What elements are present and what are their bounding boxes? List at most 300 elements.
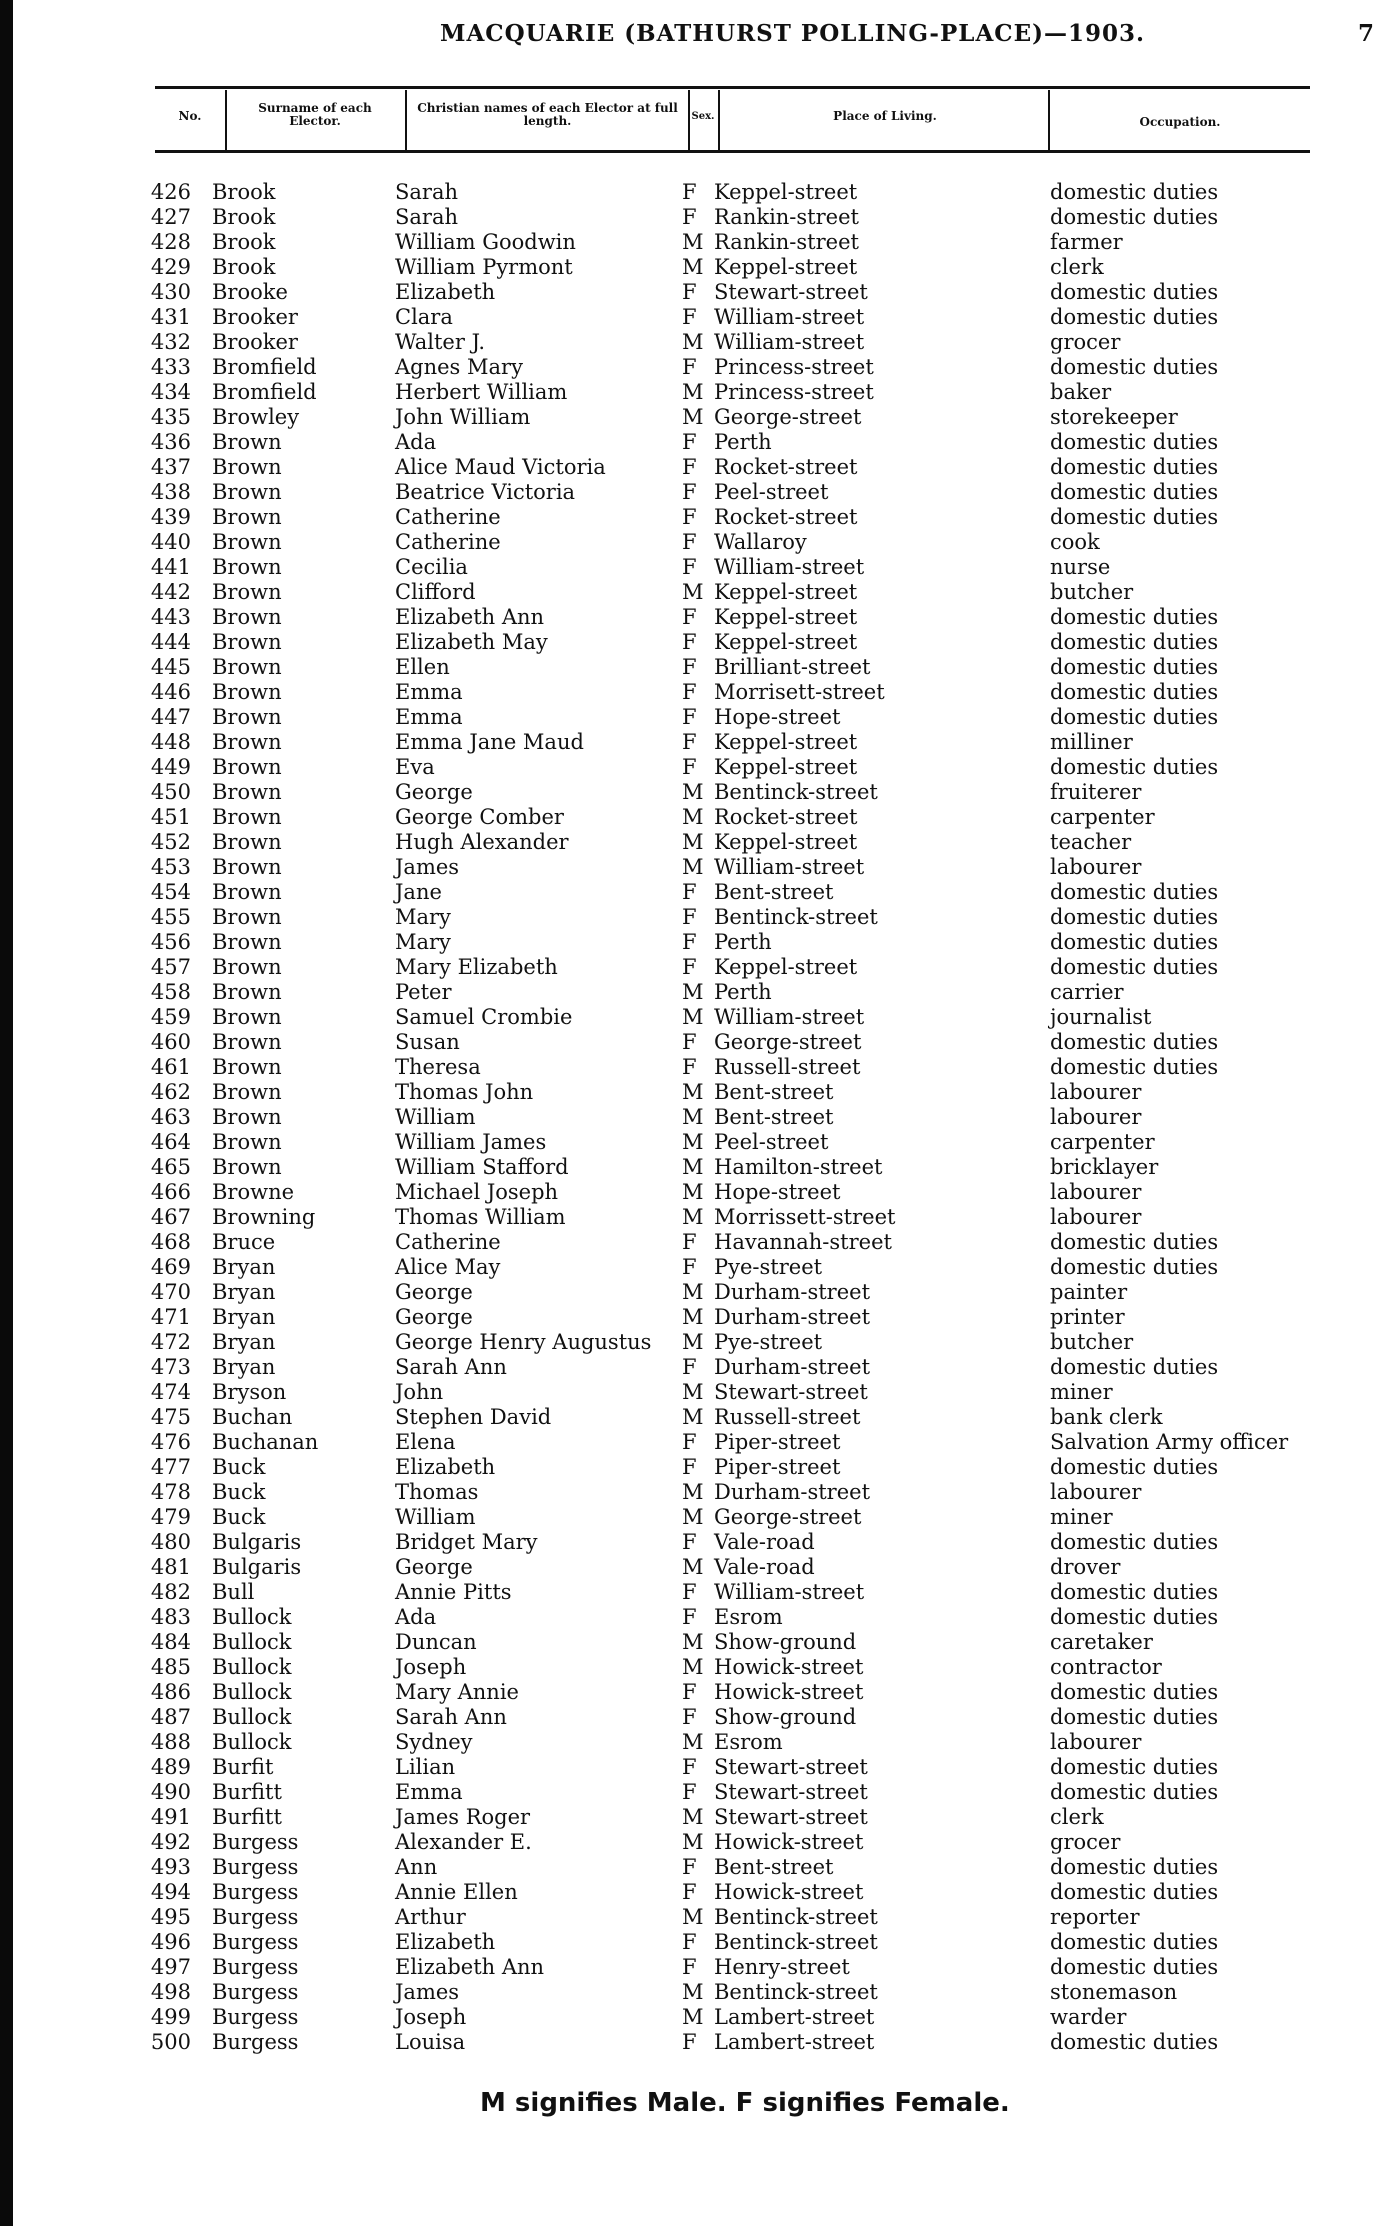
- elector-place-of-living: Howick-street: [714, 1680, 864, 1704]
- elector-number: 479: [150, 1505, 191, 1529]
- elector-number: 449: [150, 755, 191, 779]
- elector-number: 483: [150, 1605, 191, 1629]
- elector-place-of-living: Keppel-street: [714, 580, 858, 604]
- elector-sex: M: [682, 1330, 704, 1354]
- elector-place-of-living: Morrisett-street: [714, 680, 885, 704]
- elector-sex: F: [682, 1230, 697, 1254]
- elector-christian-names: Elizabeth Ann: [395, 605, 545, 629]
- elector-christian-names: John William: [395, 405, 531, 429]
- elector-sex: F: [682, 1855, 697, 1879]
- elector-surname: Bullock: [212, 1655, 292, 1679]
- elector-occupation: nurse: [1050, 555, 1111, 579]
- elector-number: 475: [150, 1405, 191, 1429]
- elector-number: 473: [150, 1355, 191, 1379]
- elector-place-of-living: Stewart-street: [714, 280, 868, 304]
- elector-christian-names: Thomas: [395, 1480, 479, 1504]
- elector-place-of-living: Princess-street: [714, 380, 874, 404]
- elector-surname: Bryan: [212, 1355, 276, 1379]
- elector-place-of-living: Keppel-street: [714, 630, 858, 654]
- elector-occupation: labourer: [1050, 1180, 1142, 1204]
- elector-sex: F: [682, 1705, 697, 1729]
- elector-surname: Brooke: [212, 280, 288, 304]
- elector-sex: M: [682, 1130, 704, 1154]
- table-row: [0, 455, 1382, 480]
- elector-sex: M: [682, 1280, 704, 1304]
- table-row: [0, 1755, 1382, 1780]
- elector-number: 497: [150, 1955, 191, 1979]
- table-row: [0, 280, 1382, 305]
- table-row: [0, 980, 1382, 1005]
- page-title: MACQUARIE (BATHURST POLLING-PLACE)—1903.: [440, 20, 1146, 47]
- elector-surname: Bromfield: [212, 355, 317, 379]
- elector-occupation: storekeeper: [1050, 405, 1178, 429]
- elector-number: 471: [150, 1305, 191, 1329]
- elector-number: 455: [150, 905, 191, 929]
- elector-christian-names: William James: [395, 1130, 547, 1154]
- elector-surname: Brown: [212, 1030, 282, 1054]
- table-row: [0, 755, 1382, 780]
- elector-place-of-living: Stewart-street: [714, 1755, 868, 1779]
- elector-number: 485: [150, 1655, 191, 1679]
- elector-occupation: domestic duties: [1050, 1605, 1219, 1629]
- elector-christian-names: Jane: [395, 880, 442, 904]
- elector-sex: M: [682, 1155, 704, 1179]
- table-row: [0, 1180, 1382, 1205]
- elector-christian-names: Joseph: [395, 1655, 467, 1679]
- elector-christian-names: James Roger: [395, 1805, 531, 1829]
- elector-surname: Brook: [212, 205, 276, 229]
- elector-occupation: domestic duties: [1050, 505, 1219, 529]
- elector-place-of-living: Howick-street: [714, 1830, 864, 1854]
- elector-surname: Brown: [212, 605, 282, 629]
- table-row: [0, 1305, 1382, 1330]
- elector-number: 491: [150, 1805, 191, 1829]
- elector-sex: M: [682, 1180, 704, 1204]
- elector-occupation: caretaker: [1050, 1630, 1153, 1654]
- elector-number: 432: [150, 330, 191, 354]
- elector-christian-names: Louisa: [395, 2030, 466, 2054]
- elector-christian-names: George: [395, 1280, 473, 1304]
- table-row: [0, 1105, 1382, 1130]
- elector-christian-names: Mary Annie: [395, 1680, 519, 1704]
- table-row: [0, 1905, 1382, 1930]
- elector-number: 500: [150, 2030, 191, 2054]
- elector-place-of-living: Durham-street: [714, 1480, 871, 1504]
- table-row: [0, 180, 1382, 205]
- elector-surname: Brown: [212, 430, 282, 454]
- elector-number: 461: [150, 1055, 191, 1079]
- table-row: [0, 1330, 1382, 1355]
- elector-number: 495: [150, 1905, 191, 1929]
- elector-sex: F: [682, 1355, 697, 1379]
- elector-sex: F: [682, 1755, 697, 1779]
- elector-place-of-living: Howick-street: [714, 1880, 864, 1904]
- elector-number: 438: [150, 480, 191, 504]
- elector-surname: Burfitt: [212, 1780, 282, 1804]
- table-row: [0, 1480, 1382, 1505]
- elector-sex: F: [682, 1880, 697, 1904]
- elector-sex: M: [682, 1405, 704, 1429]
- elector-place-of-living: Perth: [714, 430, 772, 454]
- elector-number: 498: [150, 1980, 191, 2004]
- elector-christian-names: Elizabeth: [395, 1930, 496, 1954]
- elector-place-of-living: Durham-street: [714, 1305, 871, 1329]
- elector-occupation: domestic duties: [1050, 1230, 1219, 1254]
- elector-sex: F: [682, 505, 697, 529]
- elector-place-of-living: Stewart-street: [714, 1805, 868, 1829]
- elector-surname: Brown: [212, 880, 282, 904]
- elector-christian-names: Alexander E.: [395, 1830, 532, 1854]
- elector-sex: F: [682, 1055, 697, 1079]
- elector-number: 468: [150, 1230, 191, 1254]
- elector-sex: M: [682, 1505, 704, 1529]
- elector-occupation: bricklayer: [1050, 1155, 1159, 1179]
- elector-number: 427: [150, 205, 191, 229]
- elector-christian-names: William: [395, 1105, 476, 1129]
- table-row: [0, 1030, 1382, 1055]
- elector-sex: F: [682, 905, 697, 929]
- elector-sex: F: [682, 930, 697, 954]
- elector-occupation: domestic duties: [1050, 1055, 1219, 1079]
- elector-occupation: domestic duties: [1050, 2030, 1219, 2054]
- table-row: [0, 605, 1382, 630]
- elector-place-of-living: Howick-street: [714, 1655, 864, 1679]
- elector-number: 441: [150, 555, 191, 579]
- elector-sex: M: [682, 780, 704, 804]
- table-row: [0, 680, 1382, 705]
- elector-occupation: miner: [1050, 1505, 1113, 1529]
- elector-occupation: miner: [1050, 1380, 1113, 1404]
- elector-occupation: butcher: [1050, 580, 1134, 604]
- elector-place-of-living: Bentinck-street: [714, 1980, 878, 2004]
- table-row: [0, 1930, 1382, 1955]
- table-row: [0, 1680, 1382, 1705]
- elector-surname: Bulgaris: [212, 1530, 302, 1554]
- elector-surname: Brown: [212, 730, 282, 754]
- table-row: [0, 1430, 1382, 1455]
- elector-occupation: baker: [1050, 380, 1112, 404]
- table-row: [0, 1855, 1382, 1880]
- elector-christian-names: Agnes Mary: [395, 355, 523, 379]
- elector-place-of-living: Havannah-street: [714, 1230, 892, 1254]
- elector-christian-names: Elena: [395, 1430, 456, 1454]
- elector-number: 439: [150, 505, 191, 529]
- elector-christian-names: Stephen David: [395, 1405, 552, 1429]
- elector-occupation: grocer: [1050, 330, 1121, 354]
- elector-number: 440: [150, 530, 191, 554]
- table-row: [0, 1205, 1382, 1230]
- elector-surname: Bromfield: [212, 380, 317, 404]
- elector-number: 428: [150, 230, 191, 254]
- table-row: [0, 1455, 1382, 1480]
- sex-legend-note: M signifies Male. F signifies Female.: [480, 2088, 1010, 2118]
- table-row: [0, 1255, 1382, 1280]
- table-row: [0, 1705, 1382, 1730]
- elector-sex: M: [682, 1380, 704, 1404]
- table-row: [0, 1980, 1382, 2005]
- elector-christian-names: Samuel Crombie: [395, 1005, 573, 1029]
- elector-number: 462: [150, 1080, 191, 1104]
- elector-christian-names: Sydney: [395, 1730, 473, 1754]
- elector-christian-names: Walter J.: [395, 330, 486, 354]
- elector-place-of-living: Rocket-street: [714, 505, 858, 529]
- elector-sex: F: [682, 730, 697, 754]
- column-header-sex: Sex.: [691, 111, 715, 122]
- elector-number: 456: [150, 930, 191, 954]
- elector-occupation: domestic duties: [1050, 205, 1219, 229]
- elector-christian-names: Emma: [395, 705, 463, 729]
- elector-place-of-living: Keppel-street: [714, 755, 858, 779]
- elector-place-of-living: Bentinck-street: [714, 1930, 878, 1954]
- table-row: [0, 630, 1382, 655]
- elector-christian-names: William Pyrmont: [395, 255, 573, 279]
- elector-surname: Brooker: [212, 305, 298, 329]
- elector-christian-names: Elizabeth May: [395, 630, 548, 654]
- elector-surname: Brown: [212, 680, 282, 704]
- elector-sex: F: [682, 655, 697, 679]
- table-row: [0, 330, 1382, 355]
- table-row: [0, 1155, 1382, 1180]
- table-row: [0, 1655, 1382, 1680]
- elector-occupation: carpenter: [1050, 1130, 1155, 1154]
- elector-surname: Burgess: [212, 1830, 299, 1854]
- elector-number: 447: [150, 705, 191, 729]
- elector-sex: M: [682, 330, 704, 354]
- table-row: [0, 930, 1382, 955]
- elector-christian-names: James: [395, 1980, 460, 2004]
- elector-sex: F: [682, 630, 697, 654]
- elector-sex: F: [682, 1530, 697, 1554]
- table-row: [0, 655, 1382, 680]
- elector-place-of-living: Show-ground: [714, 1630, 857, 1654]
- elector-place-of-living: Perth: [714, 980, 772, 1004]
- elector-occupation: warder: [1050, 2005, 1127, 2029]
- elector-surname: Burgess: [212, 2005, 299, 2029]
- elector-christian-names: Susan: [395, 1030, 460, 1054]
- elector-place-of-living: Hope-street: [714, 1180, 841, 1204]
- table-row: [0, 780, 1382, 805]
- column-header-christian-names: Christian names of each Elector at full length.: [417, 101, 678, 128]
- elector-place-of-living: Stewart-street: [714, 1380, 868, 1404]
- elector-christian-names: Eva: [395, 755, 435, 779]
- elector-place-of-living: Wallaroy: [714, 530, 807, 554]
- elector-place-of-living: Hamilton-street: [714, 1155, 883, 1179]
- elector-surname: Buck: [212, 1505, 266, 1529]
- elector-christian-names: Sarah: [395, 180, 458, 204]
- elector-number: 446: [150, 680, 191, 704]
- elector-occupation: milliner: [1050, 730, 1133, 754]
- elector-surname: Brown: [212, 780, 282, 804]
- elector-number: 436: [150, 430, 191, 454]
- elector-occupation: domestic duties: [1050, 955, 1219, 979]
- elector-place-of-living: Henry-street: [714, 1955, 850, 1979]
- table-row: [0, 1280, 1382, 1305]
- elector-sex: F: [682, 1680, 697, 1704]
- table-row: [0, 255, 1382, 280]
- elector-christian-names: Catherine: [395, 530, 501, 554]
- table-row: [0, 1130, 1382, 1155]
- elector-surname: Bullock: [212, 1630, 292, 1654]
- elector-christian-names: Catherine: [395, 1230, 501, 1254]
- page-number: 7: [1358, 20, 1375, 47]
- elector-number: 459: [150, 1005, 191, 1029]
- elector-sex: M: [682, 980, 704, 1004]
- elector-place-of-living: Durham-street: [714, 1355, 871, 1379]
- elector-christian-names: Clifford: [395, 580, 476, 604]
- elector-number: 433: [150, 355, 191, 379]
- elector-number: 466: [150, 1180, 191, 1204]
- elector-occupation: domestic duties: [1050, 355, 1219, 379]
- elector-sex: F: [682, 705, 697, 729]
- elector-surname: Brown: [212, 480, 282, 504]
- elector-number: 486: [150, 1680, 191, 1704]
- elector-occupation: domestic duties: [1050, 1930, 1219, 1954]
- elector-christian-names: Hugh Alexander: [395, 830, 569, 854]
- elector-christian-names: James: [395, 855, 460, 879]
- elector-occupation: domestic duties: [1050, 1530, 1219, 1554]
- elector-occupation: clerk: [1050, 255, 1104, 279]
- elector-number: 484: [150, 1630, 191, 1654]
- elector-number: 435: [150, 405, 191, 429]
- elector-occupation: reporter: [1050, 1905, 1140, 1929]
- elector-christian-names: Cecilia: [395, 555, 468, 579]
- elector-number: 499: [150, 2005, 191, 2029]
- table-row: [0, 1005, 1382, 1030]
- elector-number: 437: [150, 455, 191, 479]
- elector-place-of-living: Russell-street: [714, 1405, 861, 1429]
- elector-place-of-living: George-street: [714, 1505, 862, 1529]
- elector-sex: M: [682, 1980, 704, 2004]
- elector-occupation: bank clerk: [1050, 1405, 1163, 1429]
- elector-place-of-living: Keppel-street: [714, 605, 858, 629]
- elector-sex: M: [682, 1730, 704, 1754]
- elector-sex: F: [682, 680, 697, 704]
- elector-occupation: carpenter: [1050, 805, 1155, 829]
- elector-place-of-living: George-street: [714, 405, 862, 429]
- elector-christian-names: Thomas John: [395, 1080, 534, 1104]
- elector-number: 429: [150, 255, 191, 279]
- elector-occupation: domestic duties: [1050, 630, 1219, 654]
- elector-sex: F: [682, 1605, 697, 1629]
- elector-place-of-living: Hope-street: [714, 705, 841, 729]
- elector-number: 494: [150, 1880, 191, 1904]
- elector-sex: M: [682, 380, 704, 404]
- elector-sex: M: [682, 1480, 704, 1504]
- elector-place-of-living: William-street: [714, 330, 865, 354]
- table-row: [0, 1380, 1382, 1405]
- table-row: [0, 530, 1382, 555]
- elector-surname: Burgess: [212, 1905, 299, 1929]
- elector-sex: M: [682, 1830, 704, 1854]
- elector-surname: Brown: [212, 1005, 282, 1029]
- elector-surname: Brown: [212, 555, 282, 579]
- elector-occupation: domestic duties: [1050, 1880, 1219, 1904]
- elector-sex: M: [682, 1655, 704, 1679]
- elector-occupation: labourer: [1050, 1105, 1142, 1129]
- table-row: [0, 805, 1382, 830]
- elector-surname: Brown: [212, 905, 282, 929]
- table-row: [0, 405, 1382, 430]
- elector-surname: Bryson: [212, 1380, 287, 1404]
- elector-surname: Brown: [212, 655, 282, 679]
- elector-place-of-living: Keppel-street: [714, 255, 858, 279]
- elector-occupation: domestic duties: [1050, 905, 1219, 929]
- elector-number: 448: [150, 730, 191, 754]
- elector-occupation: domestic duties: [1050, 1680, 1219, 1704]
- table-row: [0, 2005, 1382, 2030]
- elector-place-of-living: Bent-street: [714, 1855, 834, 1879]
- elector-place-of-living: Bent-street: [714, 1105, 834, 1129]
- elector-number: 454: [150, 880, 191, 904]
- elector-place-of-living: Keppel-street: [714, 730, 858, 754]
- table-row: [0, 1530, 1382, 1555]
- elector-sex: F: [682, 530, 697, 554]
- elector-christian-names: Mary Elizabeth: [395, 955, 558, 979]
- elector-surname: Browning: [212, 1205, 316, 1229]
- elector-surname: Brown: [212, 755, 282, 779]
- elector-number: 493: [150, 1855, 191, 1879]
- elector-number: 481: [150, 1555, 191, 1579]
- elector-number: 442: [150, 580, 191, 604]
- elector-surname: Bryan: [212, 1280, 276, 1304]
- elector-christian-names: Ada: [395, 430, 437, 454]
- elector-place-of-living: Bentinck-street: [714, 780, 878, 804]
- elector-occupation: domestic duties: [1050, 930, 1219, 954]
- elector-sex: F: [682, 955, 697, 979]
- table-row: [0, 1355, 1382, 1380]
- elector-place-of-living: William-street: [714, 555, 865, 579]
- elector-surname: Brook: [212, 255, 276, 279]
- table-row: [0, 1605, 1382, 1630]
- elector-christian-names: Mary: [395, 905, 451, 929]
- elector-christian-names: George Comber: [395, 805, 564, 829]
- elector-surname: Bruce: [212, 1230, 276, 1254]
- elector-sex: M: [682, 855, 704, 879]
- elector-christian-names: Catherine: [395, 505, 501, 529]
- elector-surname: Burfitt: [212, 1805, 282, 1829]
- elector-surname: Buck: [212, 1480, 266, 1504]
- elector-sex: F: [682, 1930, 697, 1954]
- elector-surname: Brown: [212, 455, 282, 479]
- elector-christian-names: George Henry Augustus: [395, 1330, 652, 1354]
- elector-number: 445: [150, 655, 191, 679]
- elector-occupation: domestic duties: [1050, 1355, 1219, 1379]
- elector-surname: Brown: [212, 1130, 282, 1154]
- table-row: [0, 230, 1382, 255]
- elector-surname: Brown: [212, 1105, 282, 1129]
- elector-place-of-living: George-street: [714, 1030, 862, 1054]
- column-header-occupation: Occupation.: [1139, 115, 1221, 129]
- elector-sex: F: [682, 480, 697, 504]
- elector-number: 470: [150, 1280, 191, 1304]
- elector-occupation: domestic duties: [1050, 480, 1219, 504]
- elector-christian-names: Alice May: [395, 1255, 501, 1279]
- elector-surname: Brown: [212, 630, 282, 654]
- table-row: [0, 830, 1382, 855]
- elector-number: 472: [150, 1330, 191, 1354]
- elector-place-of-living: Pye-street: [714, 1255, 823, 1279]
- elector-surname: Brown: [212, 955, 282, 979]
- elector-occupation: labourer: [1050, 1730, 1142, 1754]
- table-row: [0, 1230, 1382, 1255]
- elector-occupation: domestic duties: [1050, 880, 1219, 904]
- elector-occupation: domestic duties: [1050, 755, 1219, 779]
- column-divider: [1048, 90, 1050, 150]
- elector-occupation: domestic duties: [1050, 305, 1219, 329]
- table-row: [0, 480, 1382, 505]
- elector-occupation: domestic duties: [1050, 180, 1219, 204]
- elector-christian-names: Clara: [395, 305, 453, 329]
